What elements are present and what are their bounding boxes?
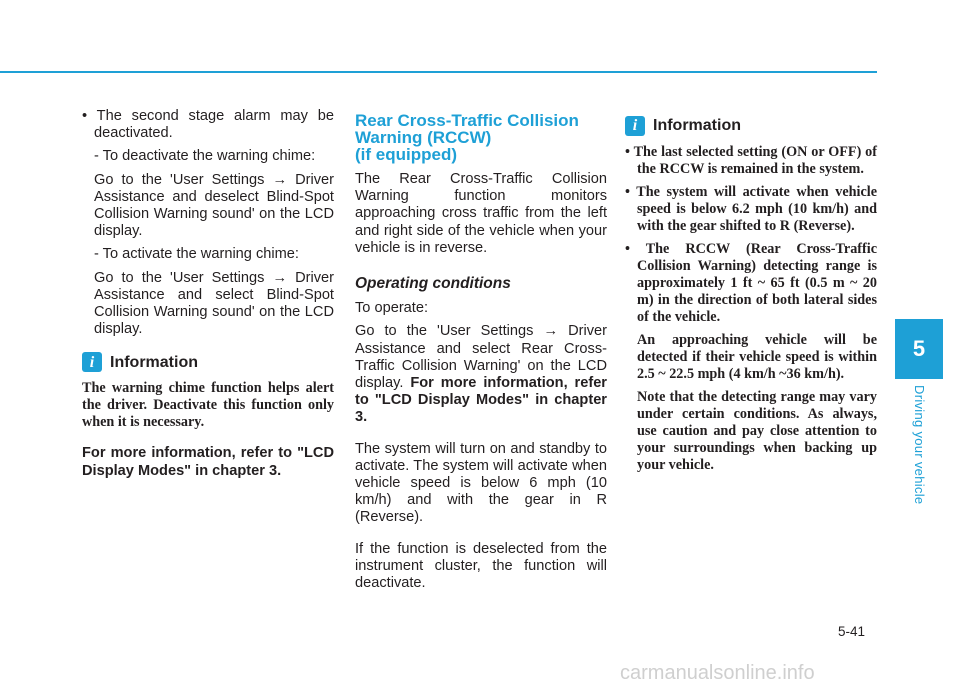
watermark: carmanualsonline.info xyxy=(620,662,815,684)
standby-text: The system will turn on and standby to activate. The system will activate when vehicle speed is below 6 mph (10 km/h) and with the gear in R (Reverse). xyxy=(355,440,607,526)
info-caution-note: Note that the detecting range may vary under certain conditions. As always, use caution and pay close attention to your surroundings when backing up your vehicle. xyxy=(637,389,877,473)
info-title-right: Information xyxy=(653,117,741,135)
to-operate-label: To operate: xyxy=(355,300,429,317)
info-bullet-range: • The RCCW (Rear Cross-Traffic Collision Warning) detecting range is approximately 1 ft ~ 65 ft (0.5 m ~ 20 m) in the direction of both lateral sides of the vehicle. xyxy=(625,241,877,325)
info-icon: i xyxy=(82,352,102,372)
info-icon: i xyxy=(625,116,645,136)
section-title: Rear Cross-Traffic Collision Warning (RCCW) (if equipped) xyxy=(355,111,579,164)
info-header-right xyxy=(625,116,877,136)
activate-label: - To activate the warning chime: xyxy=(94,246,299,263)
info-header xyxy=(82,352,334,372)
column-left xyxy=(82,108,334,480)
header-rule xyxy=(0,71,877,73)
operate-instructions: Go to the 'User Settings → Driver Assistance and select Rear Cross-Traffic Collision Warning' on the LCD display. For more information, refer to "LCD Display Modes" in chapter 3. xyxy=(355,323,607,426)
deselected-text: If the function is deselected from the instrument cluster, the function will deactivate. xyxy=(355,540,607,592)
info-bullet-activation: • The system will activate when vehicle speed is below 6.2 mph (10 km/h) and with the gear shifted to R (Reverse). xyxy=(625,184,877,234)
page-number: 5-41 xyxy=(838,624,866,639)
rccw-intro: The Rear Cross-Traffic Collision Warning function monitors approaching cross traffic from the left and right side of the vehicle when your vehicle is in reverse. xyxy=(355,171,607,256)
column-middle xyxy=(355,112,607,592)
deactivate-label: - To deactivate the warning chime: xyxy=(94,148,316,165)
chapter-label: Driving your vehicle xyxy=(912,385,927,505)
info-text: The warning chime function helps alert the driver. Deactivate this function only when it is necessary. xyxy=(82,380,334,431)
info-approaching-vehicle: An approaching vehicle will be detected if their vehicle speed is within 2.5 ~ 22.5 mph (4 km/h ~36 km/h). xyxy=(637,332,877,382)
more-info-note: For more information, refer to "LCD Display Modes" in chapter 3. xyxy=(82,445,334,479)
info-bullet-last-setting: • The last selected setting (ON or OFF) of the RCCW is remained in the system. xyxy=(625,144,877,177)
activate-instructions: Go to the 'User Settings → Driver Assistance and select Blind-Spot Collision Warning sound' on the LCD display. xyxy=(94,269,334,338)
chapter-tab: 5 xyxy=(895,319,943,379)
operating-conditions-title: Operating conditions xyxy=(355,275,511,293)
bullet-second-stage: • The second stage alarm may be deactivated. xyxy=(82,108,334,142)
column-right xyxy=(625,116,877,474)
deactivate-instructions: Go to the 'User Settings → Driver Assistance and deselect Blind-Spot Collision Warning sound' on the LCD display. xyxy=(94,171,334,240)
info-title: Information xyxy=(110,353,198,371)
